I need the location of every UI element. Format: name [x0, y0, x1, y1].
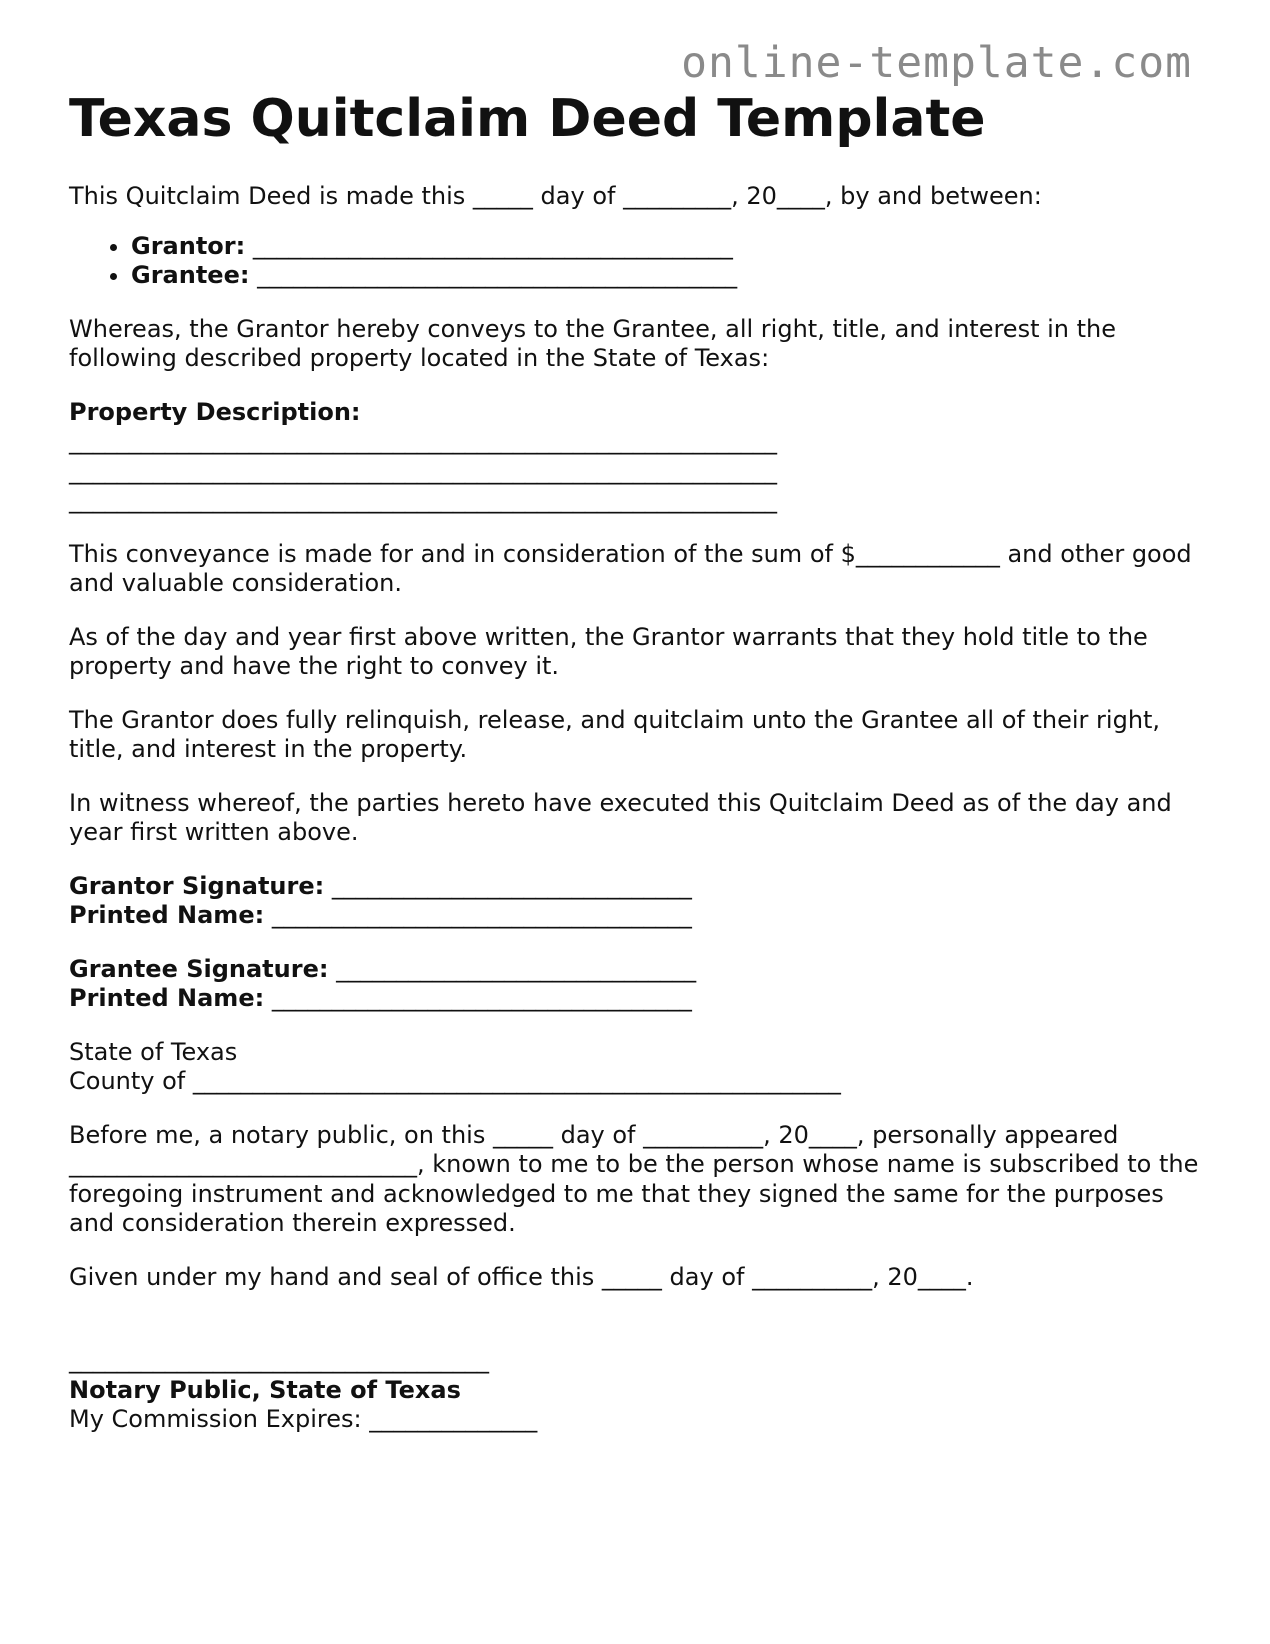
document-body — [69, 86, 1204, 1435]
notary-title: Notary Public, State of Texas — [69, 1375, 461, 1404]
given-paragraph: Given under my hand and seal of office this _____ day of __________, 20____. — [69, 1262, 974, 1291]
grantee-signature-field[interactable]: ______________________________ — [336, 954, 697, 983]
property-description-heading: Property Description: — [69, 397, 361, 426]
grantee-field[interactable]: ________________________________________ — [257, 261, 738, 289]
whereas-paragraph: Whereas, the Grantor hereby conveys to the Grantee, all right, title, and interest in the following described property located in the State of Texas: — [69, 314, 1117, 372]
grantor-signature-block — [69, 872, 1204, 931]
grantor-signature-label: Grantor Signature: — [69, 871, 325, 900]
consideration-paragraph: This conveyance is made for and in consideration of the sum of $____________ and other good and valuable consideration. — [69, 539, 1192, 597]
property-description-line[interactable]: ___________________________________________________________ — [69, 456, 777, 485]
watermark: online-template.com — [681, 38, 1192, 88]
grantee-label: Grantee: — [131, 261, 250, 289]
document-title: Texas Quitclaim Deed Template — [69, 89, 986, 149]
intro-paragraph: This Quitclaim Deed is made this _____ day of _________, 20____, by and between: — [69, 182, 1042, 210]
grantee-signature-block — [69, 955, 1204, 1014]
grantor-printed-name-field[interactable]: ___________________________________ — [271, 901, 692, 929]
notary-block — [69, 1346, 1204, 1435]
grantor-label: Grantor: — [131, 231, 246, 260]
commission-expires-field[interactable]: My Commission Expires: ______________ — [69, 1405, 538, 1433]
warrant-paragraph: As of the day and year first above written, the Grantor warrants that they hold title to the property and have the right to convey it. — [69, 622, 1148, 680]
venue-state: State of Texas — [69, 1037, 238, 1066]
venue-block — [69, 1038, 1204, 1097]
list-item — [131, 261, 1204, 291]
property-description-line[interactable]: ___________________________________________________________ — [69, 427, 777, 455]
relinquish-paragraph: The Grantor does fully relinquish, release, and quitclaim unto the Grantee all of their right, title, and interest in the property. — [69, 705, 1161, 763]
grantee-signature-label: Grantee Signature: — [69, 954, 329, 983]
acknowledgment-paragraph: Before me, a notary public, on this _____ day of __________, 20____, personally appeared _____________________________, known to me to be the person whose name is subscribed to the foregoing instrument and acknowledged to me that they signed the same for the purposes and consideration therein expressed. — [69, 1120, 1199, 1237]
property-description-line[interactable]: ___________________________________________________________ — [69, 486, 777, 514]
parties-list — [69, 232, 1204, 291]
grantor-field[interactable]: ________________________________________ — [252, 231, 733, 260]
grantee-printed-name-field[interactable]: ___________________________________ — [271, 984, 692, 1012]
notary-signature-field[interactable]: ___________________________________ — [69, 1346, 489, 1374]
list-item — [131, 232, 1204, 262]
venue-county-field[interactable]: County of ______________________________________________________ — [69, 1067, 841, 1095]
grantor-signature-field[interactable]: ______________________________ — [331, 871, 692, 900]
grantee-printed-name-label: Printed Name: — [69, 984, 265, 1012]
witness-paragraph: In witness whereof, the parties hereto have executed this Quitclaim Deed as of the day and year first written above. — [69, 788, 1172, 846]
grantor-printed-name-label: Printed Name: — [69, 901, 265, 929]
